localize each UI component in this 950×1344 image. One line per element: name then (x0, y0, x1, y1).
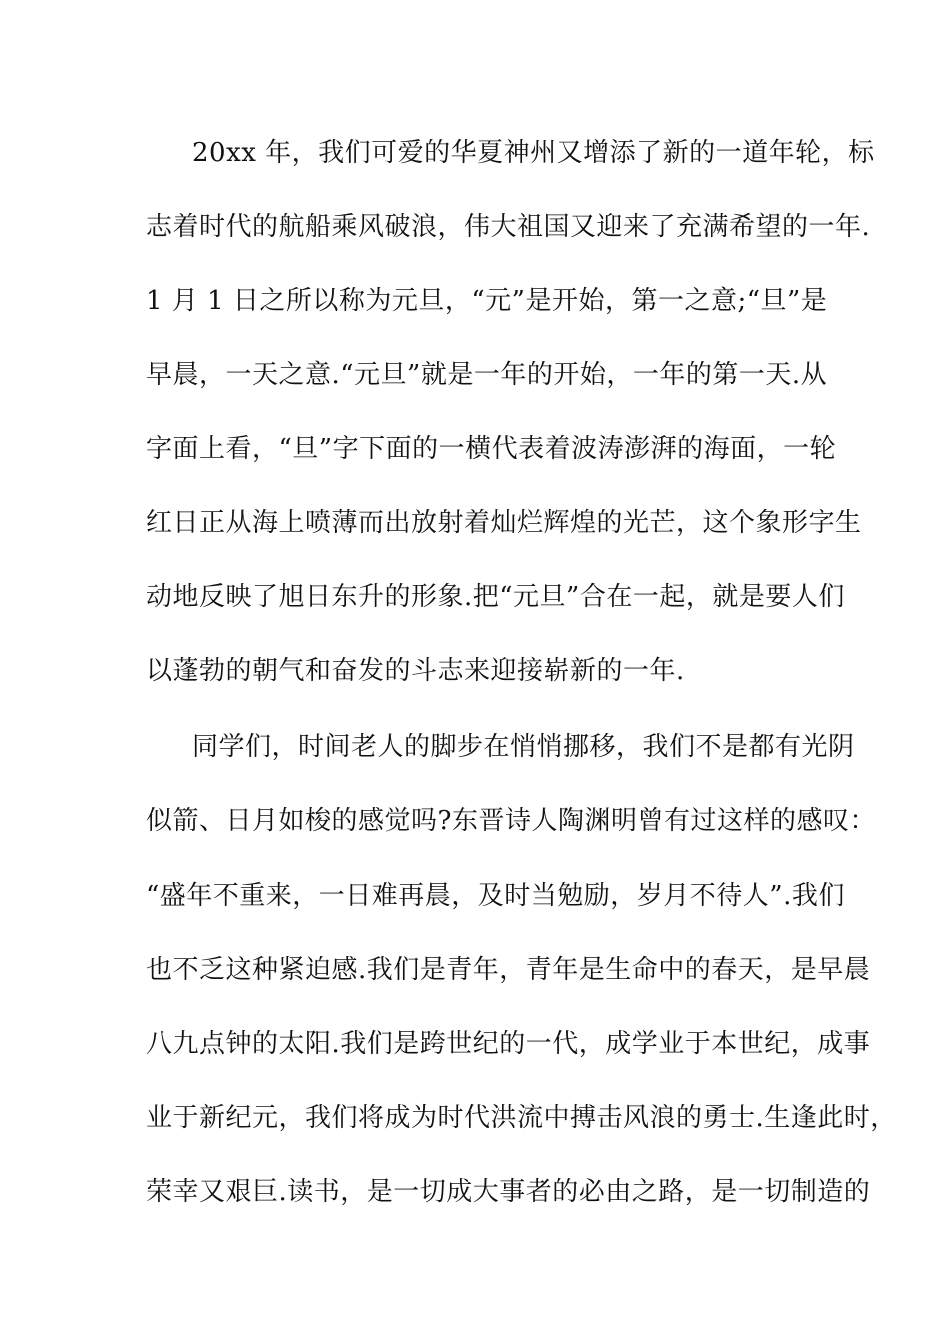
paragraph-1-line-8: 以蓬勃的朝气和奋发的斗志来迎接崭新的一年. (146, 656, 685, 686)
paragraph-1-line-3: 1 月 1 日之所以称为元旦，“元”是开始，第一之意;“旦”是 (146, 286, 828, 316)
paragraph-2-line-6: 业于新纪元，我们将成为时代洪流中搏击风浪的勇士.生逢此时， (146, 1103, 897, 1133)
paragraph-2-line-1: 同学们，时间老人的脚步在悄悄挪移，我们不是都有光阴 (192, 732, 855, 762)
paragraph-1-line-4: 早晨，一天之意.“元旦”就是一年的开始，一年的第一天.从 (146, 360, 828, 390)
paragraph-2-line-5: 八九点钟的太阳.我们是跨世纪的一代，成学业于本世纪，成事 (146, 1029, 871, 1059)
paragraph-2-line-4: 也不乏这种紧迫感.我们是青年，青年是生命中的春天，是早晨 (146, 955, 871, 985)
paragraph-2-line-7: 荣幸又艰巨.读书，是一切成大事者的必由之路，是一切制造的 (146, 1177, 871, 1207)
paragraph-2-line-3: “盛年不重来，一日难再晨，及时当勉励，岁月不待人”.我们 (146, 881, 845, 911)
paragraph-1-line-2: 志着时代的航船乘风破浪，伟大祖国又迎来了充满希望的一年. (146, 212, 871, 242)
paragraph-1-line-6: 红日正从海上喷薄而出放射着灿烂辉煌的光芒，这个象形字生 (146, 508, 862, 538)
paragraph-1-line-7: 动地反映了旭日东升的形象.把“元旦”合在一起，就是要人们 (146, 582, 845, 612)
paragraph-2-line-2: 似箭、日月如梭的感觉吗?东晋诗人陶渊明曾有过这样的感叹： (146, 806, 876, 836)
paragraph-1-line-5: 字面上看，“旦”字下面的一横代表着波涛澎湃的海面，一轮 (146, 434, 837, 464)
paragraph-1-line-1: 20xx 年，我们可爱的华夏神州又增添了新的一道年轮，标 (192, 138, 875, 168)
